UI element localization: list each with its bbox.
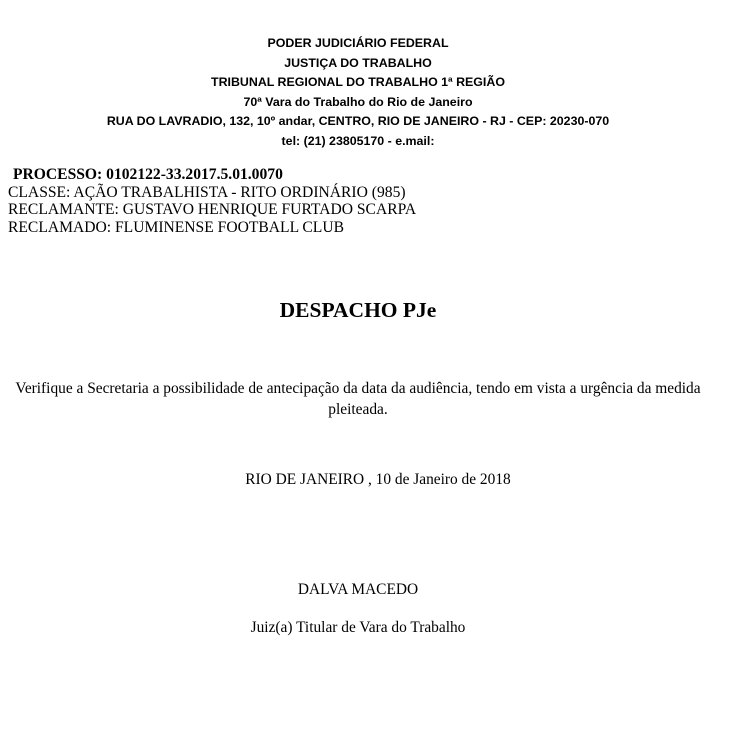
- header-line-vara: 70ª Vara do Trabalho do Rio de Janeiro: [243, 94, 473, 109]
- document-date: RIO DE JANEIRO , 10 de Janeiro de 2018: [245, 471, 511, 488]
- document-body: Verifique a Secretaria a possibilidade de antecipação da data da audiência, tendo em vista a urgência da medida pleiteada.: [15, 380, 701, 418]
- document-title: DESPACHO PJe: [279, 298, 437, 322]
- header-line-judiciary: PODER JUDICIÁRIO FEDERAL: [267, 36, 449, 50]
- case-number: PROCESSO: 0102122-33.2017.5.01.0070: [13, 166, 283, 183]
- signer-role: Juiz(a) Titular de Vara do Trabalho: [250, 619, 466, 636]
- case-info: [8, 166, 416, 236]
- header-line-address: RUA DO LAVRADIO, 132, 10º andar, CENTRO, RIO DE JANEIRO - RJ - CEP: 20230-070: [106, 114, 610, 129]
- header-line-tribunal: TRIBUNAL REGIONAL DO TRABALHO 1ª REGIÃO: [211, 75, 505, 90]
- case-plaintiff: RECLAMANTE: GUSTAVO HENRIQUE FURTADO SCARPA: [8, 201, 417, 218]
- court-header: [0, 34, 716, 152]
- header-line-justice: JUSTIÇA DO TRABALHO: [284, 55, 432, 70]
- signer-name: DALVA MACEDO: [297, 581, 419, 598]
- header-line-contact: tel: (21) 23805170 - e.mail:: [281, 133, 435, 148]
- case-class: CLASSE: AÇÃO TRABALHISTA - RITO ORDINÁRIO (985): [8, 183, 406, 201]
- case-defendant: RECLAMADO: FLUMINENSE FOOTBALL CLUB: [8, 218, 344, 236]
